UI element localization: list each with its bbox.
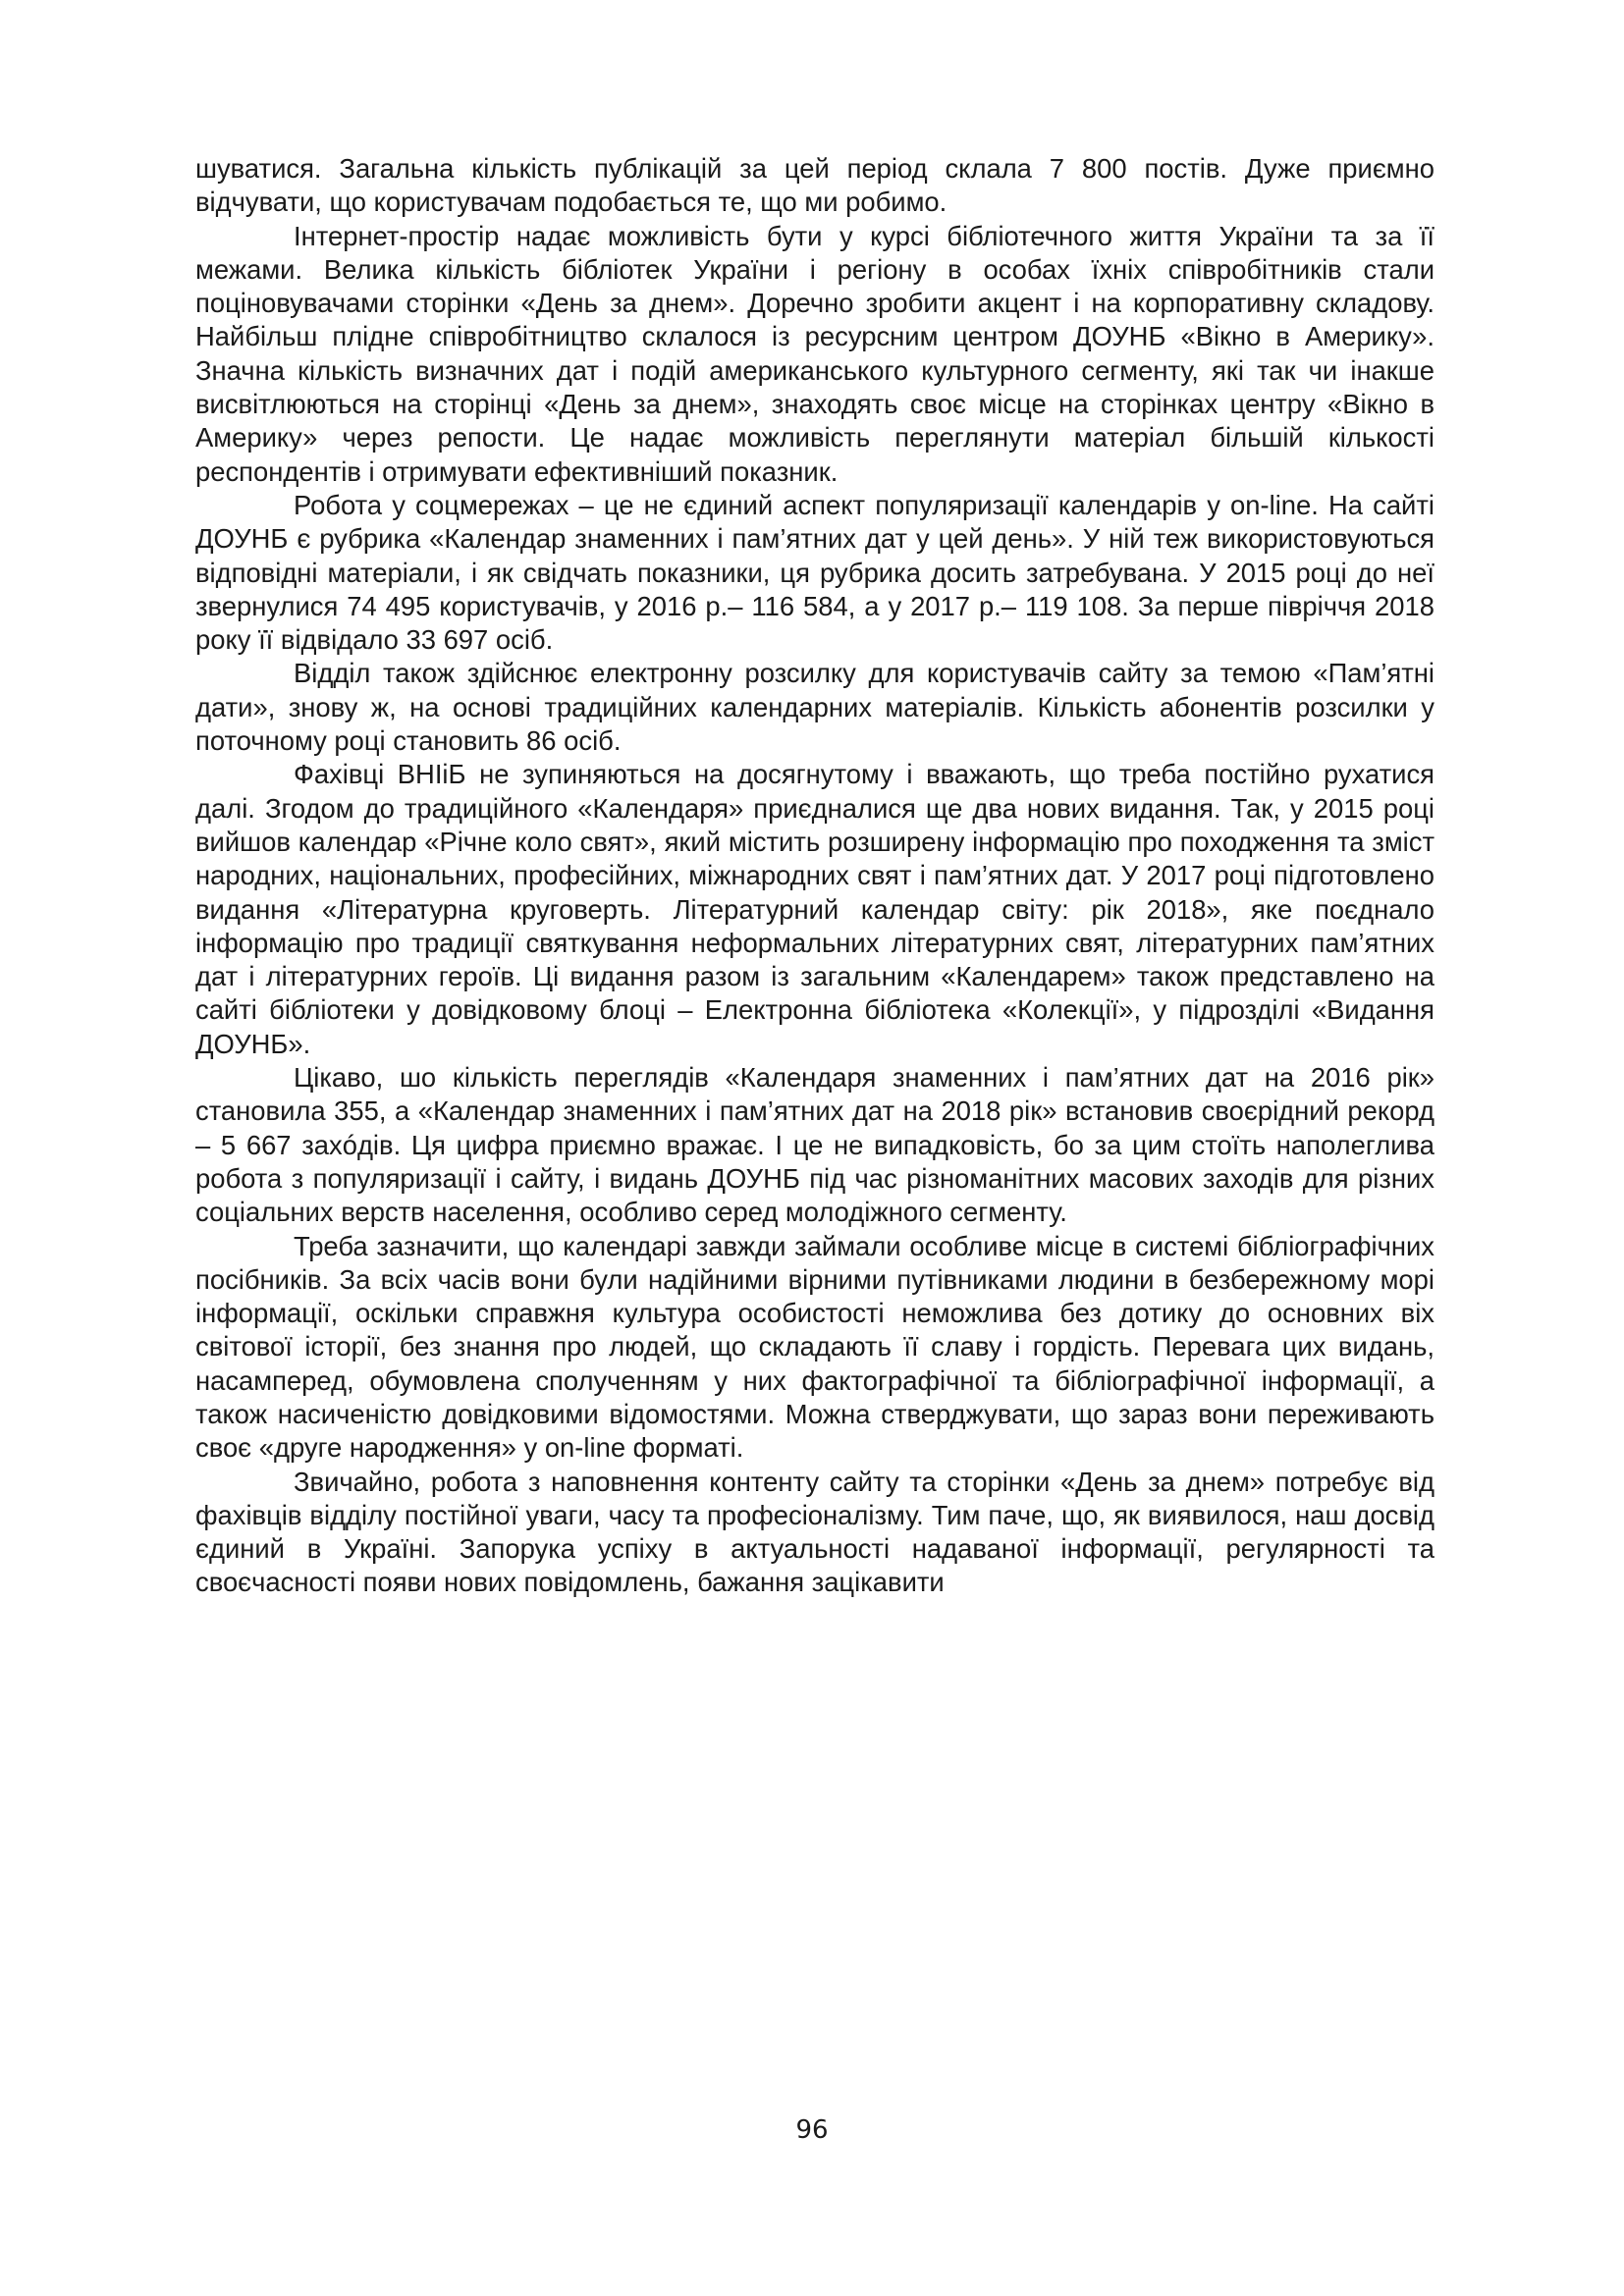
paragraph-7: Треба зазначити, що календарі завжди займали особливе місце в системі бібліографічних посібників. За всіх часів вони були надійними вірними путівниками людини в безбережному морі інформації, оскільки справжня культура особистості неможлива без дотику до основних віх світової історії, без знання про людей, що складають її славу і гордість. Перевага цих видань, насамперед, обумовлена сполученням у них фактографічної та бібліографічної інформації, а також насиченістю довідковими відомостями. Можна стверджувати, що зараз вони переживають своє «друге народження» у on-line форматі. [195, 1230, 1435, 1464]
paragraph-5: Фахівці ВНІіБ не зупиняються на досягнутому і вважають, що треба постійно рухатися далі. Згодом до традиційного «Календаря» приєдналися ще два нових видання. Так, у 2015 році вийшов календар «Річне коло свят», який містить розширену інформацію про походження та зміст народних, національних, професійних, міжнародних свят і пам’ятних дат. У 2017 році підготовлено видання «Літературна круговерть. Літературний календар світу: рік 2018», яке поєднало інформацію про традиції святкування неформальних літературних свят, літературних пам’ятних дат і літературних героїв. Ці видання разом із загальним «Календарем» також представлено на сайті бібліотеки у довідковому блоці – Електронна бібліотека «Колекції», у підрозділі «Видання ДОУНБ». [195, 759, 1435, 1059]
paragraph-8: Звичайно, робота з наповнення контенту сайту та сторінки «День за днем» потребує від фахівців відділу постійної уваги, часу та професіоналізму. Тим паче, що, як виявилося, наш досвід єдиний в Україні. Запорука успіху в актуальності надаваної інформації, регулярності та своєчасності появи нових повідомлень, бажання зацікавити [195, 1466, 1435, 1598]
paragraph-4: Відділ також здійснює електронну розсилку для користувачів сайту за темою «Пам’ятні дати», знову ж, на основі традиційних календарних матеріалів. Кількість абонентів розсилки у поточному році становить 86 осіб. [195, 658, 1435, 757]
body-text [195, 152, 1435, 1600]
paragraph-2: Інтернет-простір надає можливість бути у курсі бібліотечного життя України та за її межами. Велика кількість бібліотек України і регіону в особах їхніх співробітників стали поціновувачами сторінки «День за днем». Доречно зробити акцент і на корпоративну складову. Найбільш плідне співробітництво склалося із ресурсним центром ДОУНБ «Вікно в Америку». Значна кількість визначних дат і подій американського культурного сегменту, які так чи інакше висвітлюються на сторінці «День за днем», знаходять своє місце на сторінках центру «Вікно в Америку» через репости. Це надає можливість переглянути матеріал більшій кількості респондентів і отримувати ефективніший показник. [195, 220, 1435, 487]
paragraph-1: шуватися. Загальна кількість публікацій за цей період склала 7 800 постів. Дуже приємно відчувати, що користувачам подобається те, що ми робимо. [195, 153, 1435, 218]
page-number: 96 [795, 2115, 829, 2145]
paragraph-3: Робота у соцмережах – це не єдиний аспект популяризації календарів у on-line. На сайті ДОУНБ є рубрика «Календар знаменних і пам’ятних дат у цей день». У ній теж використовуються відповідні матеріали, і як свідчать показники, ця рубрика досить затребувана. У 2015 році до неї звернулися 74 495 користувачів, у 2016 р.– 116 584, а у 2017 р.– 119 108. За перше півріччя 2018 року її відвідало 33 697 осіб. [195, 489, 1435, 656]
paragraph-6: Цікаво, шо кількість переглядів «Календаря знаменних і пам’ятних дат на 2016 рік» становила 355, а «Календар знаменних і пам’ятних дат на 2018 рік» встановив своєрідний рекорд – 5 667 захóдів. Ця цифра приємно вражає. І це не випадковість, бо за цим стоїть наполеглива робота з популяризації і сайту, і видань ДОУНБ під час різноманітних масових заходів для різних соціальних верств населення, особливо серед молодіжного сегменту. [195, 1062, 1435, 1228]
